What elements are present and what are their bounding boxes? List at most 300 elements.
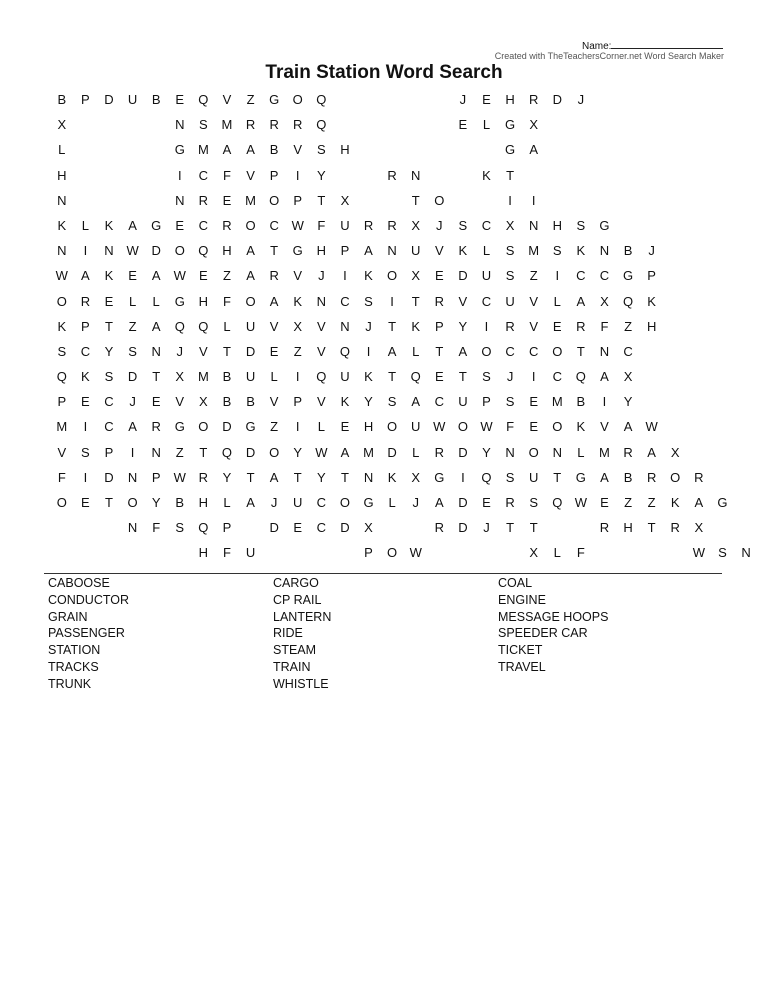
grid-letter: G — [505, 117, 516, 133]
grid-letter — [333, 167, 357, 185]
grid-letter: Q — [316, 92, 327, 107]
grid-letter: P — [434, 318, 444, 334]
grid-letter: G — [174, 293, 185, 309]
grid-letter: A — [576, 293, 586, 309]
grid-letter — [144, 192, 168, 210]
word-list-item: RIDE — [273, 626, 303, 641]
grid-letter: Y — [104, 343, 114, 359]
grid-letter: X — [175, 369, 185, 385]
grid-letter — [498, 544, 522, 562]
grid-letter: U — [245, 369, 256, 385]
grid-letter — [451, 192, 475, 210]
grid-letter: M — [197, 142, 209, 158]
grid-letter: M — [197, 369, 209, 385]
grid-letter: E — [434, 369, 444, 385]
grid-letter: D — [222, 419, 232, 435]
grid-letter: Z — [128, 318, 137, 334]
grid-letter: F — [600, 318, 609, 334]
word-list-item: TRACKS — [48, 659, 99, 674]
grid-letter: A — [458, 343, 468, 359]
grid-letter: R — [198, 192, 209, 208]
grid-letter: P — [293, 394, 303, 410]
grid-letter: O — [127, 495, 138, 510]
grid-letter: K — [57, 217, 67, 233]
grid-letter: S — [199, 117, 208, 133]
grid-letter: B — [246, 394, 255, 410]
word-list-item: CARGO — [273, 576, 319, 590]
grid-letter: G — [174, 142, 185, 158]
grid-letter: G — [151, 217, 162, 233]
grid-letter: I — [602, 394, 607, 410]
grid-letter: J — [459, 92, 467, 107]
grid-letter: U — [411, 419, 421, 435]
grid-letter: T — [553, 469, 562, 485]
grid-letter: B — [623, 469, 633, 485]
grid-row — [50, 192, 758, 217]
grid-letter: D — [458, 268, 468, 284]
grid-letter: A — [246, 243, 255, 259]
grid-letter — [262, 544, 286, 562]
grid-letter — [404, 116, 428, 134]
grid-row — [50, 444, 758, 469]
grid-letter: E — [269, 343, 279, 359]
grid-letter: Q — [339, 343, 350, 359]
grid-letter: K — [576, 419, 586, 435]
grid-letter: S — [505, 469, 515, 485]
word-list-item: TICKET — [498, 643, 543, 658]
grid-letter: A — [411, 394, 421, 410]
grid-letter: Q — [410, 369, 421, 385]
grid-letter: F — [57, 469, 66, 485]
grid-letter: U — [340, 369, 350, 385]
grid-letter: Q — [198, 520, 209, 536]
word-list-row — [48, 643, 728, 660]
grid-letter: D — [245, 444, 256, 460]
grid-letter: Z — [246, 92, 255, 107]
grid-letter: R — [269, 117, 279, 133]
grid-letter: K — [293, 293, 303, 309]
grid-row — [50, 293, 758, 318]
grid-letter: L — [553, 545, 561, 561]
grid-letter: H — [316, 243, 327, 259]
grid-letter — [333, 91, 357, 109]
grid-letter: Q — [221, 444, 233, 460]
grid-letter: C — [198, 217, 209, 233]
grid-letter: I — [83, 243, 88, 259]
grid-letter: U — [528, 469, 539, 485]
grid-letter: W — [692, 545, 705, 561]
grid-letter: N — [411, 167, 421, 183]
grid-letter: H — [57, 167, 67, 183]
grid-letter — [144, 167, 168, 185]
grid-letter: E — [340, 419, 350, 435]
grid-letter: Y — [482, 444, 491, 460]
grid-letter: A — [434, 495, 444, 510]
grid-letter: P — [269, 167, 279, 183]
word-list-item: STATION — [48, 643, 101, 658]
grid-letter: R — [363, 217, 374, 233]
grid-letter — [121, 192, 145, 210]
grid-letter — [593, 544, 617, 562]
grid-letter: S — [364, 293, 373, 309]
grid-letter — [97, 116, 121, 134]
grid-letter: S — [81, 444, 90, 460]
grid-letter: Z — [624, 318, 633, 334]
grid-letter: N — [104, 243, 114, 259]
grid-letter: T — [270, 243, 279, 259]
grid-letter — [380, 116, 404, 134]
grid-letter: M — [363, 444, 374, 460]
grid-letter: G — [575, 469, 586, 485]
grid-letter: D — [458, 520, 468, 536]
grid-letter: Q — [552, 495, 563, 510]
grid-letter: S — [505, 394, 515, 410]
grid-letter: S — [718, 545, 727, 561]
grid-letter: R — [694, 469, 704, 485]
grid-row — [50, 167, 758, 192]
grid-letter: J — [129, 394, 136, 410]
grid-letter: O — [434, 192, 445, 208]
grid-letter: G — [505, 142, 516, 158]
name-label: Name: — [582, 41, 612, 52]
grid-letter: D — [104, 92, 114, 107]
word-list-item: TRAVEL — [498, 659, 546, 674]
grid-letter: A — [151, 268, 161, 284]
grid-letter: J — [577, 92, 585, 107]
grid-letter: X — [694, 520, 704, 536]
grid-letter: O — [387, 268, 398, 284]
grid-letter: K — [387, 469, 397, 485]
grid-letter: W — [433, 419, 446, 435]
grid-letter: E — [222, 192, 232, 208]
grid-letter: O — [174, 243, 185, 259]
grid-letter: A — [647, 444, 656, 460]
grid-letter: G — [434, 469, 445, 485]
grid-letter: T — [222, 343, 231, 359]
grid-letter: W — [315, 444, 328, 460]
grid-letter: P — [293, 192, 303, 208]
grid-letter: O — [387, 545, 398, 561]
grid-letter: L — [317, 419, 325, 435]
grid-letter: Y — [458, 318, 468, 334]
grid-letter: J — [412, 495, 419, 510]
grid-letter: Y — [316, 469, 326, 485]
grid-letter: Y — [364, 394, 373, 410]
grid-letter: X — [623, 369, 633, 385]
grid-letter: C — [481, 217, 492, 233]
grid-letter: E — [434, 268, 444, 284]
grid-letter: U — [505, 293, 515, 309]
word-list-row — [48, 576, 728, 593]
grid-letter: W — [291, 217, 304, 233]
grid-letter: F — [506, 419, 515, 435]
grid-letter: R — [623, 444, 633, 460]
grid-letter: C — [599, 268, 610, 284]
grid-letter: Q — [174, 318, 185, 334]
grid-letter: S — [505, 268, 515, 284]
grid-letter: K — [576, 243, 586, 259]
grid-letter: T — [199, 444, 208, 460]
grid-letter: Z — [647, 495, 656, 510]
grid-letter: O — [292, 92, 303, 107]
grid-letter: D — [151, 243, 161, 259]
grid-letter: L — [412, 444, 420, 460]
grid-row — [50, 519, 758, 544]
grid-letter: O — [269, 192, 280, 208]
grid-letter: Z — [222, 268, 231, 284]
grid-letter: P — [57, 394, 67, 410]
grid-letter: O — [457, 419, 468, 435]
grid-letter: B — [222, 369, 232, 385]
grid-row — [50, 242, 758, 267]
grid-letter — [74, 167, 98, 185]
grid-letter — [616, 544, 640, 562]
grid-row — [50, 318, 758, 343]
grid-letter: C — [552, 369, 562, 385]
grid-letter: X — [670, 444, 680, 460]
letter-grid — [50, 91, 758, 570]
grid-letter: V — [269, 318, 279, 334]
grid-letter: A — [269, 469, 279, 485]
word-list-item: MESSAGE HOOPS — [498, 609, 609, 624]
grid-letter: N — [127, 520, 138, 536]
grid-letter — [428, 116, 452, 134]
grid-letter: W — [173, 268, 186, 284]
grid-letter: U — [458, 394, 468, 410]
grid-letter: A — [694, 495, 704, 510]
grid-letter: R — [245, 117, 256, 133]
grid-letter: A — [364, 243, 373, 259]
grid-letter: S — [576, 217, 586, 233]
grid-letter: C — [80, 343, 91, 359]
grid-letter: S — [316, 142, 326, 158]
grid-letter — [310, 544, 334, 562]
grid-letter: S — [175, 520, 185, 536]
grid-letter: O — [56, 293, 67, 309]
grid-letter — [333, 544, 357, 562]
grid-letter: U — [411, 243, 421, 259]
grid-letter: H — [198, 495, 209, 510]
grid-letter: H — [222, 243, 232, 259]
grid-letter: P — [81, 92, 90, 107]
grid-letter: V — [458, 293, 468, 309]
grid-letter: P — [647, 268, 656, 284]
grid-letter: X — [411, 469, 421, 485]
grid-letter: A — [246, 142, 255, 158]
grid-letter: P — [151, 469, 161, 485]
grid-letter — [357, 116, 381, 134]
grid-letter: C — [434, 394, 444, 410]
grid-letter: Y — [293, 444, 303, 460]
word-list-row — [48, 677, 728, 694]
grid-letter: C — [340, 293, 350, 309]
grid-letter — [97, 141, 121, 159]
grid-letter: M — [551, 394, 563, 410]
grid-letter: A — [600, 369, 609, 385]
grid-letter: R — [646, 469, 657, 485]
grid-letter: U — [245, 318, 256, 334]
grid-letter: K — [670, 495, 680, 510]
grid-letter: W — [480, 419, 493, 435]
grid-letter: I — [390, 293, 394, 309]
grid-letter: I — [295, 369, 300, 385]
grid-letter: R — [576, 318, 586, 334]
grid-row — [50, 469, 758, 494]
grid-letter — [380, 192, 404, 210]
grid-letter: Z — [529, 268, 538, 284]
grid-letter — [475, 544, 499, 562]
grid-letter: R — [151, 419, 161, 435]
word-list — [48, 576, 728, 694]
grid-letter: K — [411, 318, 421, 334]
grid-letter: P — [482, 394, 491, 410]
grid-letter: N — [552, 444, 562, 460]
grid-letter: A — [623, 419, 633, 435]
grid-letter: I — [177, 167, 182, 183]
grid-letter: S — [482, 369, 491, 385]
grid-letter: J — [648, 243, 655, 259]
grid-letter: T — [388, 318, 397, 334]
grid-letter: M — [528, 243, 540, 259]
grid-letter — [168, 544, 192, 562]
word-list-row — [48, 660, 728, 677]
grid-row — [50, 217, 758, 242]
grid-letter: Z — [270, 419, 279, 435]
grid-letter: I — [461, 469, 465, 485]
grid-letter: S — [57, 343, 67, 359]
grid-letter: V — [434, 243, 444, 259]
grid-letter: W — [126, 243, 139, 259]
grid-row — [50, 91, 758, 116]
grid-letter: O — [269, 444, 280, 460]
grid-letter: E — [529, 419, 538, 435]
grid-letter: A — [269, 293, 279, 309]
grid-letter: N — [316, 293, 327, 309]
grid-letter: W — [645, 419, 658, 435]
grid-letter: Q — [316, 117, 327, 133]
grid-letter: F — [576, 545, 585, 561]
grid-letter: E — [128, 268, 137, 284]
grid-letter: R — [528, 92, 539, 107]
grid-letter: D — [340, 520, 350, 536]
grid-letter: Y — [151, 495, 161, 510]
grid-letter: O — [245, 293, 256, 309]
grid-letter: Q — [622, 293, 634, 309]
grid-letter: Q — [198, 318, 209, 334]
grid-letter: E — [552, 318, 562, 334]
grid-letter: T — [105, 495, 113, 510]
grid-letter: Y — [316, 167, 326, 183]
grid-letter: N — [151, 343, 161, 359]
grid-letter — [144, 116, 168, 134]
grid-letter: V — [269, 394, 279, 410]
grid-letter — [239, 519, 263, 537]
grid-letter: F — [222, 545, 231, 561]
grid-letter: H — [505, 92, 515, 107]
grid-letter: X — [529, 117, 538, 133]
grid-letter: Q — [56, 369, 67, 385]
grid-letter — [121, 116, 145, 134]
grid-letter: T — [317, 192, 326, 208]
grid-letter: T — [458, 369, 467, 385]
grid-letter — [475, 141, 499, 159]
grid-letter: L — [412, 343, 420, 359]
grid-letter: H — [623, 520, 633, 536]
grid-letter — [357, 91, 381, 109]
grid-letter: I — [555, 268, 560, 284]
grid-letter: M — [599, 444, 610, 460]
grid-letter: C — [623, 343, 633, 359]
grid-letter: E — [199, 268, 208, 284]
grid-letter: I — [83, 469, 88, 485]
grid-letter: T — [293, 469, 302, 485]
grid-letter: C — [316, 495, 327, 510]
grid-letter — [97, 519, 121, 537]
grid-letter: N — [387, 243, 397, 259]
grid-letter: K — [81, 369, 90, 385]
grid-letter: V — [293, 268, 303, 284]
grid-letter: I — [508, 192, 512, 208]
grid-letter — [74, 192, 98, 210]
grid-letter: E — [175, 217, 185, 233]
grid-letter: L — [152, 293, 160, 309]
grid-letter: T — [647, 520, 656, 536]
grid-letter: C — [505, 343, 515, 359]
grid-letter: Z — [175, 444, 184, 460]
word-list-item: WHISTLE — [273, 676, 329, 691]
grid-letter: E — [458, 117, 468, 133]
grid-letter: T — [506, 520, 515, 536]
grid-letter: H — [646, 318, 657, 334]
grid-letter: L — [223, 318, 231, 334]
grid-letter — [404, 91, 428, 109]
grid-letter: A — [222, 142, 232, 158]
grid-letter — [144, 141, 168, 159]
grid-letter — [50, 519, 74, 537]
grid-letter: S — [505, 243, 515, 259]
word-list-item: COAL — [498, 576, 533, 590]
grid-letter: R — [599, 520, 610, 536]
grid-letter: T — [576, 343, 585, 359]
grid-row — [50, 393, 758, 418]
grid-letter: C — [269, 217, 279, 233]
grid-letter: N — [57, 192, 67, 208]
word-list-item: SPEEDER CAR — [498, 626, 588, 641]
grid-letter: I — [295, 419, 300, 435]
grid-letter: F — [152, 520, 161, 536]
grid-letter: F — [317, 217, 326, 233]
word-list-row — [48, 626, 728, 643]
grid-letter: Z — [293, 343, 302, 359]
word-list-item: PASSENGER — [48, 626, 125, 641]
grid-letter: N — [599, 243, 610, 259]
grid-letter — [545, 519, 569, 537]
grid-letter — [97, 167, 121, 185]
grid-letter: G — [292, 243, 303, 259]
grid-letter: N — [528, 217, 539, 233]
grid-letter — [333, 116, 357, 134]
grid-letter: U — [245, 545, 256, 561]
grid-letter — [475, 192, 499, 210]
grid-letter: E — [175, 92, 185, 107]
grid-letter: T — [152, 369, 161, 385]
grid-letter: W — [173, 469, 186, 485]
grid-letter: X — [340, 192, 350, 208]
grid-letter: J — [365, 318, 372, 334]
word-list-item: CABOOSE — [48, 576, 110, 590]
grid-letter: K — [482, 167, 491, 183]
grid-letter: A — [340, 444, 350, 460]
